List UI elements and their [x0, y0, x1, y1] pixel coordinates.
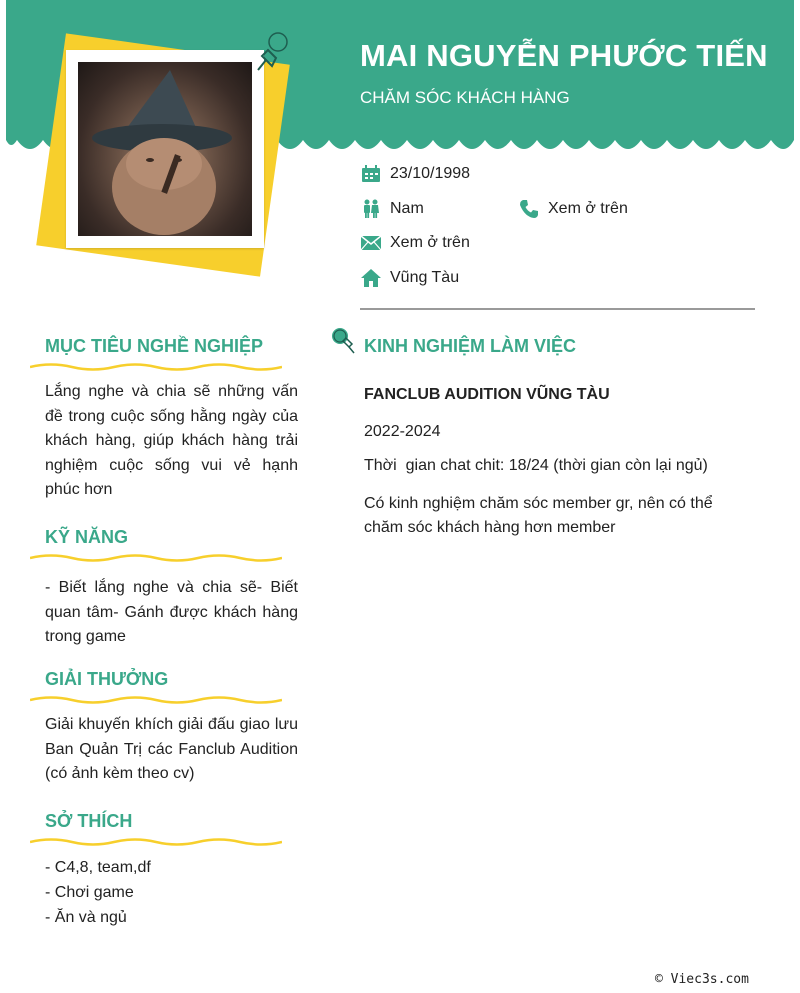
company-name: FANCLUB AUDITION VŨNG TÀU: [364, 386, 610, 403]
objective-title: MỤC TIÊU NGHỀ NGHIỆP: [45, 336, 264, 356]
experience-title: KINH NGHIỆM LÀM VIỆC: [364, 336, 577, 356]
skills-underline: [30, 553, 282, 563]
pushpin-icon: [254, 26, 294, 77]
pushpin-icon: [330, 326, 356, 359]
email-value: Xem ở trên: [390, 234, 470, 251]
photo-frame: [66, 50, 264, 248]
skills-title: KỸ NĂNG: [45, 527, 129, 547]
hobbies-list: [45, 855, 151, 930]
experience-period: 2022-2024: [364, 423, 441, 440]
birthday-row: [360, 165, 470, 183]
phone-icon: [518, 200, 540, 218]
experience-detail-2: Có kinh nghiệm chăm sóc member gr, nên có thể chăm sóc khách hàng hơn member: [364, 495, 713, 536]
gender-row: [360, 200, 424, 218]
list-item: - C4,8, team,df: [45, 859, 151, 876]
job-title: CHĂM SÓC KHÁCH HÀNG: [360, 88, 570, 107]
profile-photo-block: [46, 30, 286, 270]
objective-text: Lắng nghe và chia sẽ những vấn đề trong cuộc sống hằng ngày của khách hàng, giúp khách hàng trải nghiệm cuộc sống vui vẻ hạnh phúc hơn: [45, 383, 298, 498]
gender-value: Nam: [390, 200, 424, 217]
list-item: - Chơi game: [45, 884, 134, 901]
contact-divider: [360, 308, 755, 310]
list-item: - Ăn và ngủ: [45, 909, 127, 926]
skills-text: - Biết lắng nghe và chia sẽ- Biết quan tâm- Gánh được khách hàng trong game: [45, 579, 298, 645]
watermark: © Viec3s.com: [655, 972, 749, 987]
awards-text: Giải khuyến khích giải đấu giao lưu Ban Quản Trị các Fanclub Audition (có ảnh kèm theo cv): [45, 716, 298, 782]
profile-photo: [78, 62, 252, 236]
awards-underline: [30, 695, 282, 705]
phone-value: Xem ở trên: [548, 200, 628, 217]
email-row: [360, 234, 470, 252]
experience-detail-1: Thời gian chat chit: 18/24 (thời gian còn lại ngủ): [364, 457, 708, 474]
candidate-name: MAI NGUYỄN PHƯỚC TIẾN: [360, 38, 768, 73]
hobbies-title: SỞ THÍCH: [45, 811, 133, 831]
hobbies-underline: [30, 837, 282, 847]
calendar-icon: [360, 165, 382, 183]
address-row: [360, 269, 459, 287]
objective-underline: [30, 362, 282, 372]
home-icon: [360, 269, 382, 287]
address-value: Vũng Tàu: [390, 269, 460, 286]
awards-title: GIẢI THƯỞNG: [45, 669, 169, 689]
birthday-value: 23/10/1998: [390, 165, 471, 182]
email-icon: [360, 234, 382, 252]
gender-icon: [360, 200, 382, 218]
phone-row: [518, 200, 628, 218]
